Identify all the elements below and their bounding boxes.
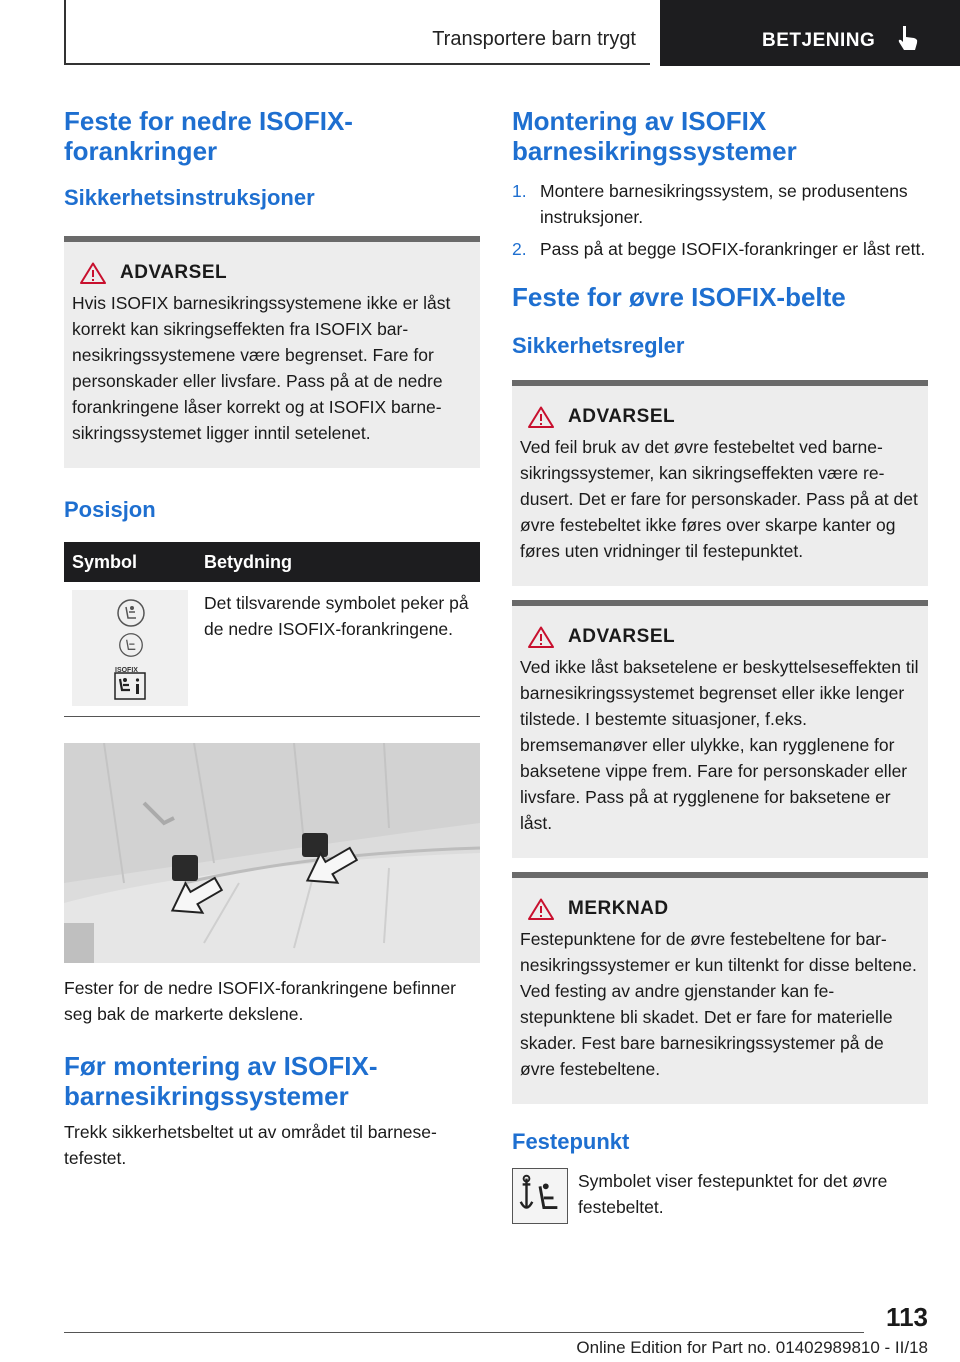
- rear-seat-photo: [64, 743, 480, 963]
- warning-text: Hvis ISOFIX barnesikringssystemene ikke er låst korrekt kan sikringseffekten fra ISOFIX barnesikringssystemene være begrenset. Fare for personskader eller livsfare. Pass på at de nedre forankringene låser korrekt og at ISOFIX barnesikringssystemet ligger inntil setelenet.: [72, 293, 451, 443]
- table-header-symbol: Symbol: [64, 542, 196, 582]
- header-left-rule: [64, 0, 66, 64]
- anchor-child-seat-icon: [512, 1168, 568, 1224]
- step-number: 1.: [512, 181, 527, 201]
- before-mounting-text: Trekk sikkerhetsbeltet ut av området til barnesetefestet.: [64, 1122, 437, 1168]
- header-bottom-rule: [64, 63, 650, 65]
- isofix-seat-icon: [118, 632, 144, 658]
- note-text: Festepunktene for de øvre festebeltene for barnesikringssystemer er kun tiltenkt for disse beltene. Ved festing av andre gjenstander kan festepunktene bli skadet. Det er fare for materielle skader. Fest bare barnesikringssystemer på de øvre festebeltene.: [520, 929, 917, 1079]
- isofix-info-icon: [114, 672, 146, 700]
- warning-triangle-icon: [528, 626, 554, 648]
- left-column: [64, 100, 480, 1171]
- warning-triangle-icon: [528, 898, 554, 920]
- warning-triangle-icon: [528, 406, 554, 428]
- warning-text: Ved feil bruk av det øvre festebeltet ved barnesikringssystemer, kan sikringseffekten være redusert. Det er fare for personskader. Pass på at det øvre festebeltet ikke føres over skarpe kanter og føres uten vridninger til festepunktet.: [520, 437, 918, 561]
- chapter-tab[interactable]: [660, 0, 960, 66]
- isofix-symbols: [72, 590, 188, 706]
- note-label: MERKNAD: [568, 898, 669, 919]
- heading-mounting-isofix: Montering av ISOFIX barnesikringssystemer: [512, 106, 797, 166]
- photo-caption: Fester for de nedre ISOFIX-forankringene befinner seg bak de markerte dekslene.: [64, 978, 457, 1024]
- mounting-steps: [512, 178, 928, 262]
- section-title: Transportere barn trygt: [432, 28, 636, 50]
- child-seat-icon: [116, 598, 146, 628]
- footer-edition: Online Edition for Part no. 01402989810 - II/18: [576, 1338, 928, 1357]
- warning-box-1: [64, 236, 480, 468]
- isofix-label: ISOFIX: [115, 667, 138, 674]
- warning-box-3: [512, 600, 928, 858]
- heading-upper-isofix: Feste for øvre ISOFIX-belte: [512, 282, 846, 312]
- step-number: 2.: [512, 239, 527, 259]
- note-box: [512, 872, 928, 1104]
- symbol-table: [64, 542, 480, 717]
- warning-label: ADVARSEL: [568, 406, 676, 427]
- warning-triangle-icon: [80, 262, 106, 284]
- warning-label: ADVARSEL: [120, 262, 228, 283]
- table-row: [64, 582, 480, 717]
- list-item: [512, 178, 928, 230]
- heading-anchor-point: Festepunkt: [512, 1129, 630, 1154]
- right-column: [512, 100, 928, 1224]
- warning-box-2: [512, 380, 928, 586]
- footer-rule: [64, 1332, 864, 1333]
- table-cell-meaning: Det tilsvarende symbolet peker på de nedre ISOFIX-forankringene.: [196, 582, 480, 717]
- heading-safety-rules: Sikkerhetsregler: [512, 333, 685, 358]
- heading-safety-instructions: Sikkerhetsinstruksjoner: [64, 185, 315, 210]
- anchor-point-text: Symbolet viser festepunktet for det øvre festebeltet.: [578, 1171, 888, 1217]
- chapter-tab-label: BETJENING: [762, 30, 876, 51]
- list-item: [512, 236, 928, 262]
- heading-lower-isofix: Feste for nedre ISOFIX-forankringer: [64, 106, 353, 166]
- pointing-hand-icon: [894, 24, 922, 52]
- rear-seat-illustration: [64, 743, 480, 963]
- anchor-point-row: [512, 1168, 928, 1224]
- warning-label: ADVARSEL: [568, 626, 676, 647]
- warning-text: Ved ikke låst baksetelene er beskyttelseseffekten til barnesikringssystemet begrenset eller ikke lenger tilstede. I bestemte situasjoner, f.eks. bremsemanøver eller ulykke, kan rygglenene for baksetene vippe frem. Fare for personskader eller livsfare. Pass på at rygglenene for baksetene er låst.: [520, 657, 919, 833]
- page-number: 113: [886, 1302, 928, 1332]
- heading-before-mounting: Før montering av ISOFIX-barnesikringssystemer: [64, 1051, 378, 1111]
- step-text: Montere barnesikringssystem, se produsentens instruksjoner.: [540, 181, 908, 227]
- table-header-meaning: Betydning: [196, 542, 480, 582]
- step-text: Pass på at begge ISOFIX-forankringer er låst rett.: [540, 239, 926, 259]
- heading-position: Posisjon: [64, 497, 156, 522]
